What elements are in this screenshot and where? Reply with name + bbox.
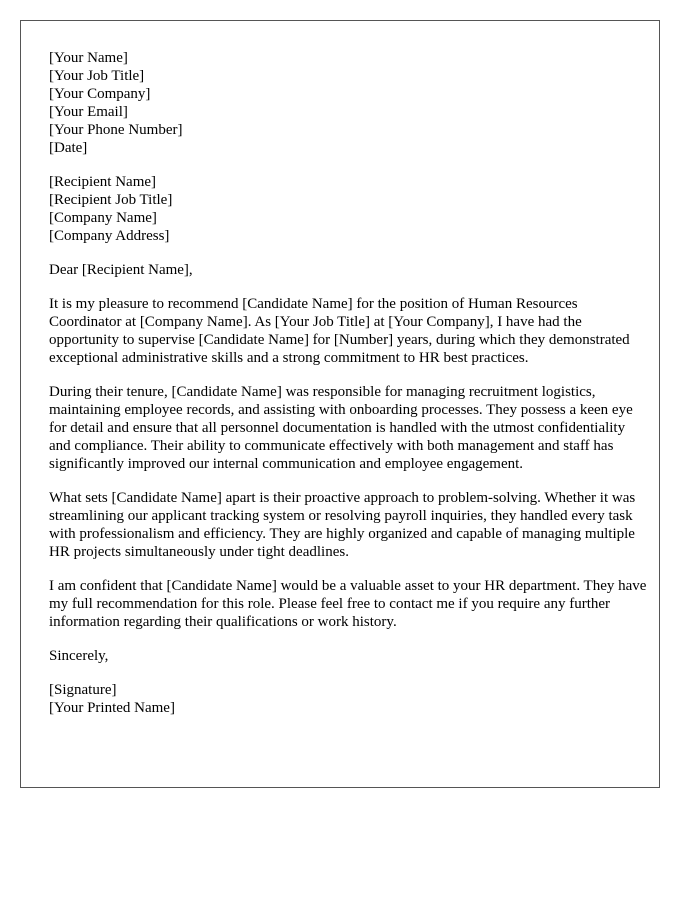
letter-date: [Date]: [49, 140, 88, 156]
recipient-address: [Company Address]: [49, 228, 170, 244]
salutation: Dear [Recipient Name],: [49, 262, 193, 278]
recipient-job-title: [Recipient Job Title]: [49, 192, 173, 208]
letter-page: [20, 20, 660, 788]
recipient-name: [Recipient Name]: [49, 174, 157, 190]
body-paragraph-4: I am confident that [Candidate Name] would be a valuable asset to your HR department. They have my full recommendation for this role. Please feel free to contact me if you require any further information regarding their qualifications or work history.: [49, 578, 647, 630]
closing: Sincerely,: [49, 648, 109, 664]
letter-content: [49, 49, 649, 733]
printed-name: [Your Printed Name]: [49, 700, 175, 716]
recipient-block: [49, 173, 649, 245]
sender-company: [Your Company]: [49, 86, 151, 102]
body-paragraph-3: What sets [Candidate Name] apart is their proactive approach to problem-solving. Whether it was streamlining our applicant tracking system or resolving payroll inquiries, they handled every task with professionalism and efficiency. They are highly organized and capable of managing multiple HR projects simultaneously under tight deadlines.: [49, 490, 636, 560]
body-paragraph-1: It is my pleasure to recommend [Candidate Name] for the position of Human Resources Coordinator at [Company Name]. As [Your Job Title] at [Your Company], I have had the opportunity to supervise [Candidate Name] for [Number] years, during which they demonstrated exceptional administrative skills and a strong commitment to HR best practices.: [49, 296, 630, 366]
signature-block: [49, 681, 649, 717]
sender-phone: [Your Phone Number]: [49, 122, 183, 138]
signature: [Signature]: [49, 682, 117, 698]
sender-job-title: [Your Job Title]: [49, 68, 145, 84]
sender-email: [Your Email]: [49, 104, 128, 120]
recipient-company: [Company Name]: [49, 210, 157, 226]
sender-name: [Your Name]: [49, 50, 128, 66]
sender-block: [49, 49, 649, 157]
body-paragraph-2: During their tenure, [Candidate Name] was responsible for managing recruitment logistics, maintaining employee records, and assisting with onboarding processes. They possess a keen eye for detail and ensure that all personnel documentation is handled with the utmost confidentiality and compliance. Their ability to communicate effectively with both management and staff has significantly improved our internal communication and employee engagement.: [49, 384, 633, 472]
